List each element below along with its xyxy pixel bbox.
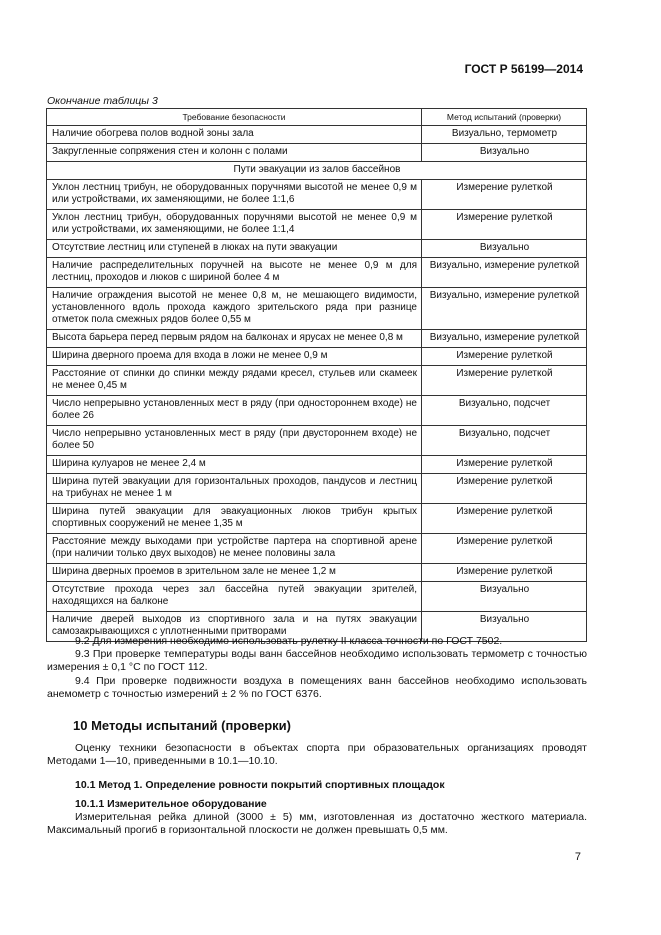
table-row: [47, 348, 587, 366]
table-row: [47, 144, 587, 162]
page-number: 7: [574, 851, 581, 863]
method-cell: Измерение рулеткой: [422, 366, 587, 396]
table-row: [47, 582, 587, 612]
requirement-cell: Ширина путей эвакуации для эвакуационных люков трибун крытых спортивных сооружений не менее 1,35 м: [47, 504, 422, 534]
requirement-cell: Число непрерывно установленных мест в ряду (при двустороннем входе) не более 50: [47, 426, 422, 456]
column-header-method: Метод испытаний (проверки): [422, 109, 587, 126]
table-row: [47, 288, 587, 330]
method-cell: Измерение рулеткой: [422, 504, 587, 534]
method-cell: Измерение рулеткой: [422, 564, 587, 582]
method-cell: Визуально, термометр: [422, 126, 587, 144]
section-heading-10: 10 Методы испытаний (проверки): [73, 718, 291, 733]
method-cell: Измерение рулеткой: [422, 474, 587, 504]
table-row: [47, 534, 587, 564]
method-cell: Визуально, измерение рулеткой: [422, 330, 587, 348]
table-row: [47, 126, 587, 144]
requirements-table: [46, 108, 587, 642]
table-row: [47, 474, 587, 504]
table-row: [47, 564, 587, 582]
table-section-row: [47, 162, 587, 180]
document-code: ГОСТ Р 56199—2014: [464, 62, 583, 76]
method-cell: Измерение рулеткой: [422, 456, 587, 474]
paragraph-10: Оценку техники безопасности в объектах спорта при образовательных организациях проводят Методами 1—10, приведенными в 10.1—10.10.: [47, 742, 587, 767]
table-row: [47, 330, 587, 348]
method-cell: Визуально, измерение рулеткой: [422, 258, 587, 288]
method-cell: Визуально, измерение рулеткой: [422, 288, 587, 330]
table-row: [47, 366, 587, 396]
subsection-heading-10-1-1: 10.1.1 Измерительное оборудование: [75, 798, 267, 810]
column-header-requirement: Требование безопасности: [47, 109, 422, 126]
table-header-row: [47, 109, 587, 126]
requirement-cell: Наличие дверей выходов из спортивного зала и на путях эвакуации самозакрывающихся с уплотненными притворами: [47, 612, 422, 642]
requirement-cell: Ширина кулуаров не менее 2,4 м: [47, 456, 422, 474]
method-cell: Визуально, подсчет: [422, 426, 587, 456]
table-row: [47, 210, 587, 240]
requirement-cell: Ширина дверного проема для входа в ложи не менее 0,9 м: [47, 348, 422, 366]
requirement-cell: Ширина дверных проемов в зрительном зале не менее 1,2 м: [47, 564, 422, 582]
paragraph-10-1-1: Измерительная рейка длиной (3000 ± 5) мм, изготовленная из достаточно жесткого материала. Максимальный прогиб в горизонтальной плоскости не должен превышать 0,5 мм.: [47, 811, 587, 836]
subsection-heading-10-1: 10.1 Метод 1. Определение ровности покрытий спортивных площадок: [75, 779, 445, 791]
requirement-cell: Наличие обогрева полов водной зоны зала: [47, 126, 422, 144]
table-row: [47, 258, 587, 288]
requirement-cell: Закругленные сопряжения стен и колонн с полами: [47, 144, 422, 162]
paragraph-9-3: 9.3 При проверке температуры воды ванн бассейнов необходимо использовать термометр с точностью измерения ± 0,1 °С по ГОСТ 112.: [47, 648, 587, 673]
method-cell: Измерение рулеткой: [422, 348, 587, 366]
paragraph-9-4: 9.4 При проверке подвижности воздуха в помещениях ванн бассейнов необходимо использовать анемометр с точностью измерений ± 2 % по ГОСТ 6376.: [47, 675, 587, 700]
requirement-cell: Наличие ограждения высотой не менее 0,8 м, не мешающего видимости, установленного вдоль прохода каждого зрительского ряда при разнице отметок пола смежных рядов более 0,55 м: [47, 288, 422, 330]
requirement-cell: Число непрерывно установленных мест в ряду (при одностороннем входе) не более 26: [47, 396, 422, 426]
requirement-cell: Расстояние между выходами при устройстве партера на спортивной арене (при наличии только двух выходов) не менее половины зала: [47, 534, 422, 564]
method-cell: Визуально: [422, 240, 587, 258]
requirement-cell: Ширина путей эвакуации для горизонтальных проходов, пандусов и лестниц на трибунах не менее 1 м: [47, 474, 422, 504]
method-cell: Визуально, подсчет: [422, 396, 587, 426]
table-row: [47, 240, 587, 258]
requirement-cell: Уклон лестниц трибун, не оборудованных поручнями высотой не менее 0,9 м или устройствами, их заменяющими, не более 1:1,6: [47, 180, 422, 210]
method-cell: Измерение рулеткой: [422, 534, 587, 564]
method-cell: Визуально: [422, 582, 587, 612]
requirement-cell: Расстояние от спинки до спинки между рядами кресел, стульев или скамеек не менее 0,45 м: [47, 366, 422, 396]
table-body: [47, 126, 587, 642]
table-row: [47, 396, 587, 426]
requirement-cell: Уклон лестниц трибун, оборудованных поручнями высотой не менее 0,9 м или устройствами, их заменяющими, не более 1:1,4: [47, 210, 422, 240]
table-caption: Окончание таблицы 3: [47, 95, 158, 107]
requirement-cell: Высота барьера перед первым рядом на балконах и ярусах не менее 0,8 м: [47, 330, 422, 348]
requirement-cell: Наличие распределительных поручней на высоте не менее 0,9 м для лестниц, проходов и люков с шириной более 4 м: [47, 258, 422, 288]
method-cell: Визуально: [422, 144, 587, 162]
requirement-cell: Отсутствие лестниц или ступеней в люках на пути эвакуации: [47, 240, 422, 258]
method-cell: Визуально: [422, 612, 587, 642]
table-row: [47, 456, 587, 474]
table-row: [47, 504, 587, 534]
table-row: [47, 426, 587, 456]
method-cell: Измерение рулеткой: [422, 180, 587, 210]
table-row: [47, 180, 587, 210]
section-title-cell: Пути эвакуации из залов бассейнов: [47, 162, 587, 180]
requirement-cell: Отсутствие прохода через зал бассейна путей эвакуации зрителей, находящихся на балконе: [47, 582, 422, 612]
paragraph-9-2: 9.2 Для измерения необходимо использовать рулетку II класса точности по ГОСТ 7502.: [75, 635, 503, 647]
method-cell: Измерение рулеткой: [422, 210, 587, 240]
